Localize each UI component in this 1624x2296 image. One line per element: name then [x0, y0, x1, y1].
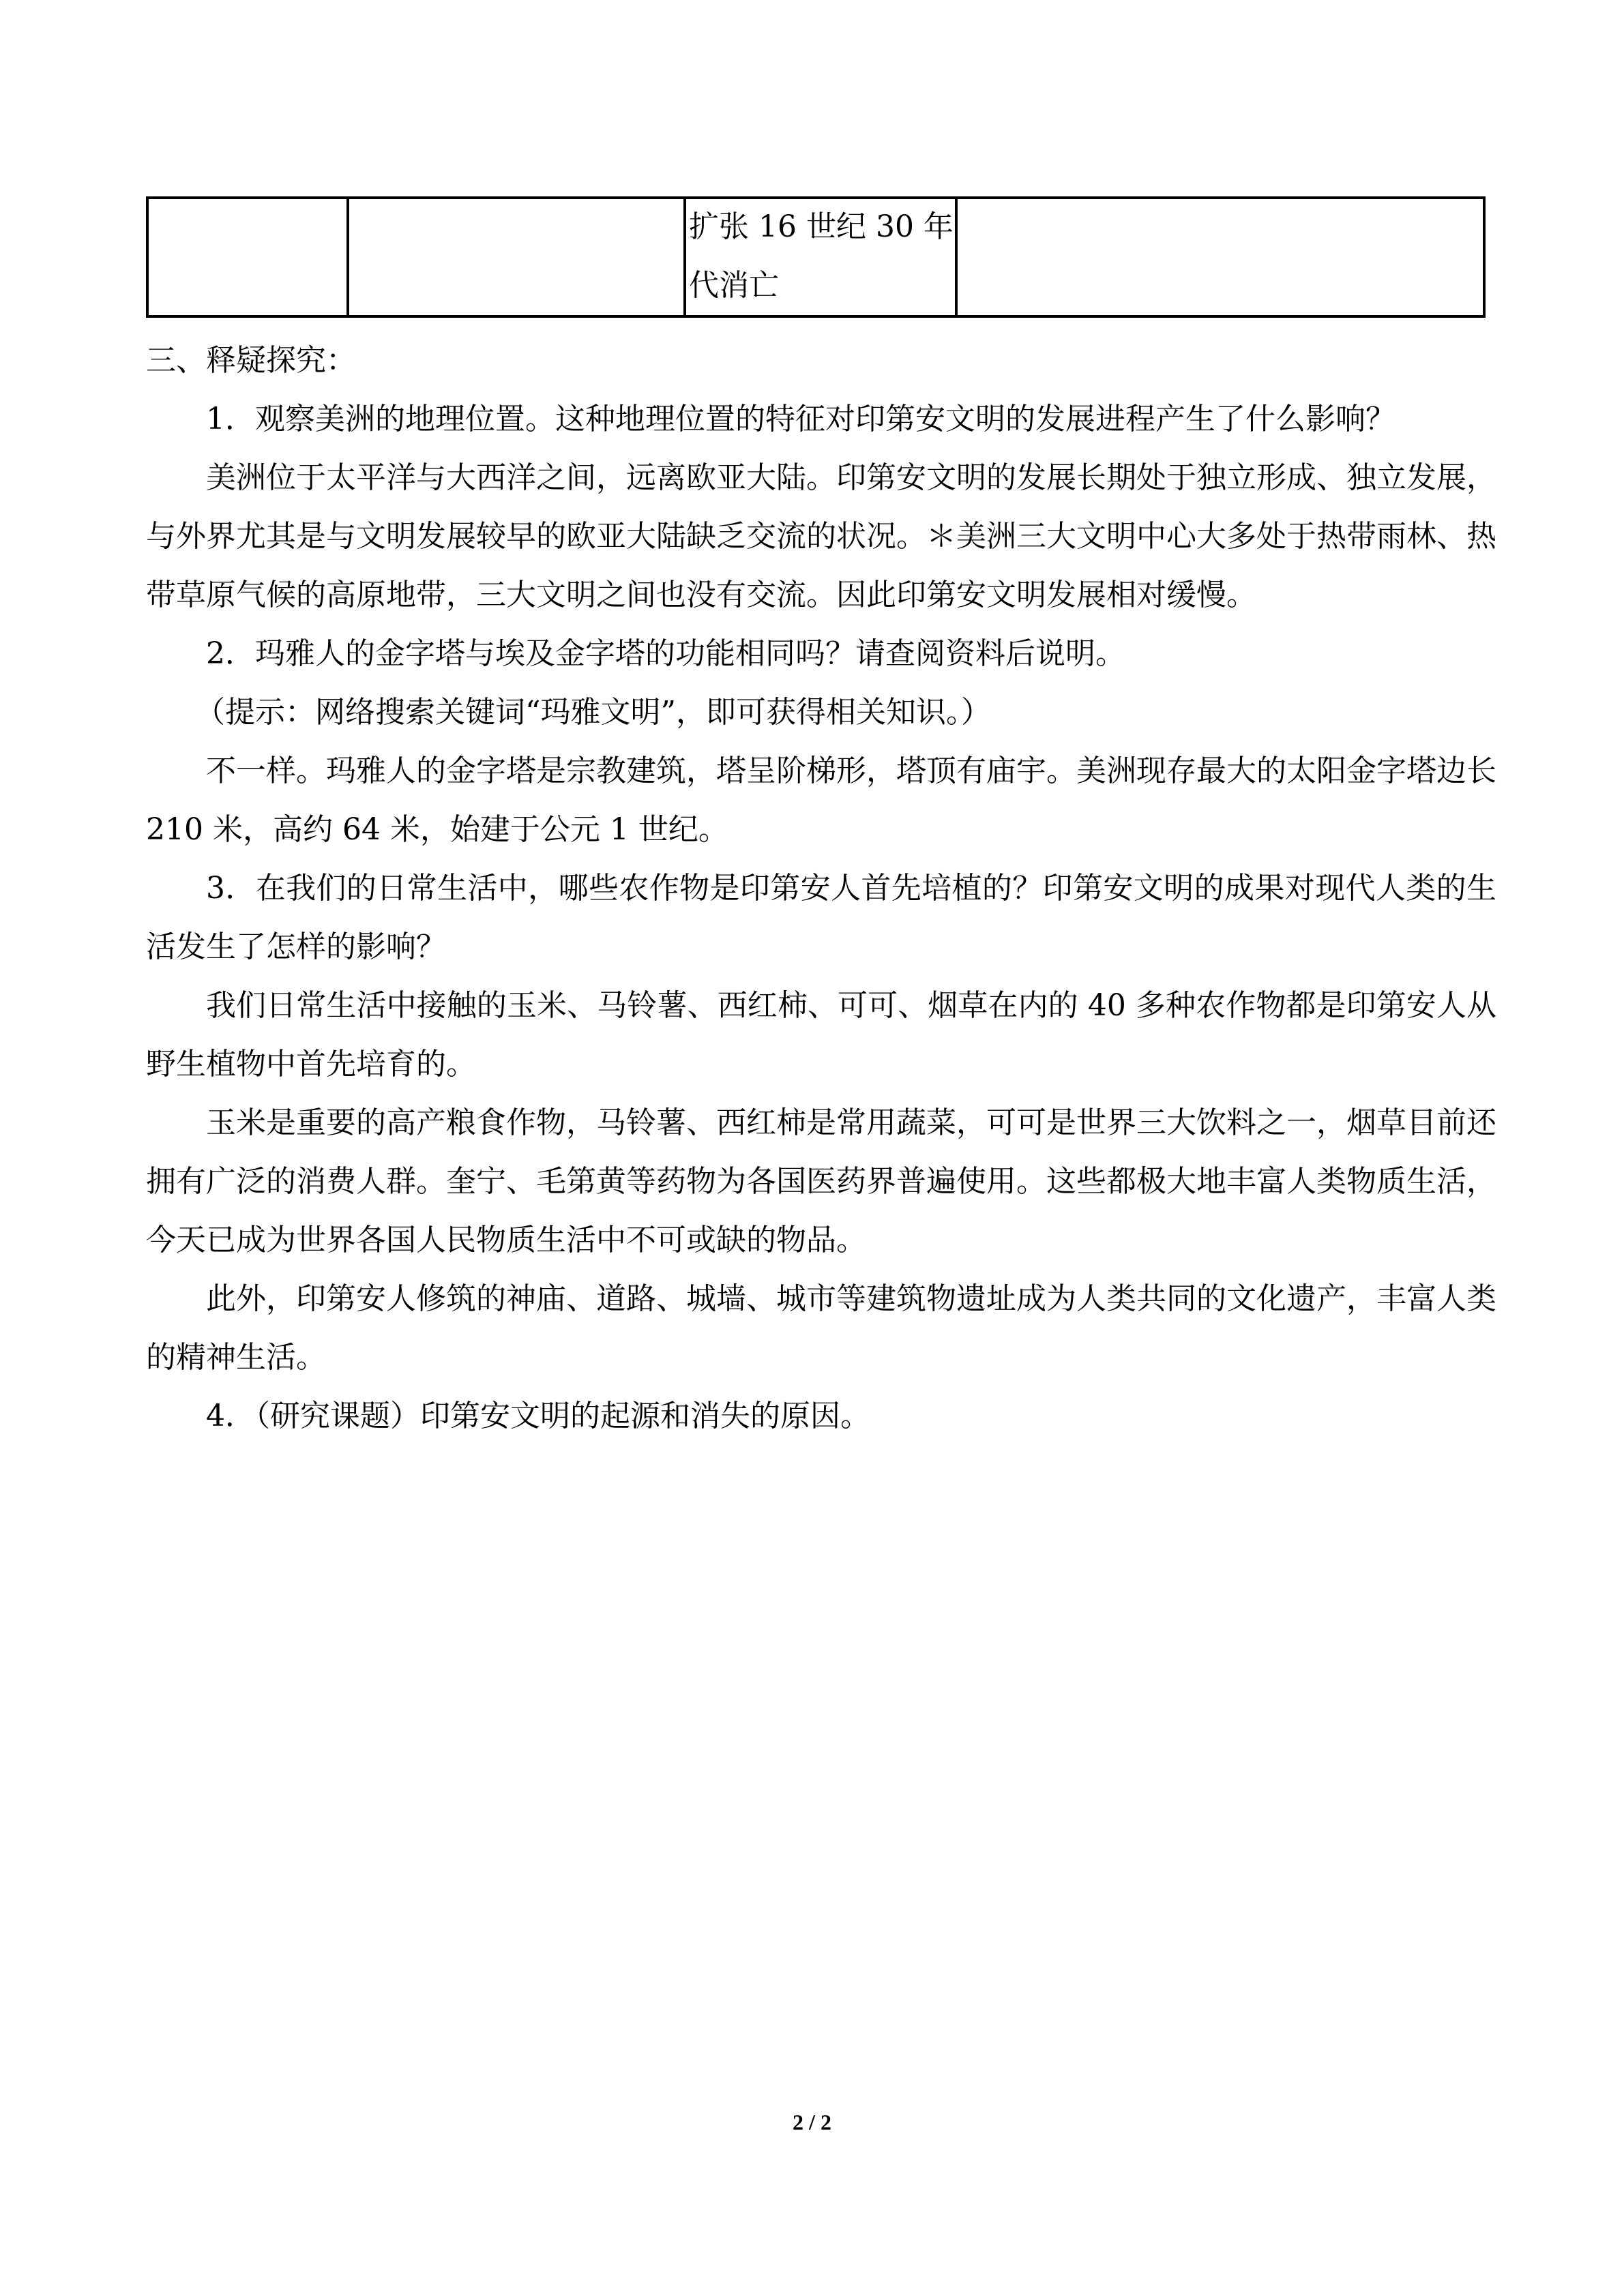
answer-2: 不一样。玛雅人的金字塔是宗教建筑，塔呈阶梯形，塔顶有庙宇。美洲现存最大的太阳金字塔边长 210 米，高约 64 米，始建于公元 1 世纪。 — [146, 754, 1496, 847]
answer-3b: 玉米是重要的高产粮食作物，马铃薯、西红柿是常用蔬菜，可可是世界三大饮料之一，烟草目前还拥有广泛的消费人群。奎宁、毛第黄等药物为各国医药界普遍使用。这些都极大地丰富人类物质生活，今天已成为世界各国人民物质生活中不可或缺的物品。 — [146, 1105, 1496, 1257]
table-fragment — [146, 196, 1483, 318]
question-1: 1．观察美洲的地理位置。这种地理位置的特征对印第安文明的发展进程产生了什么影响？ — [206, 402, 1396, 436]
table-cell — [685, 198, 956, 316]
question-4: 4．（研究课题）印第安文明的起源和消失的原因。 — [206, 1399, 870, 1433]
answer-3a: 我们日常生活中接触的玉米、马铃薯、西红柿、可可、烟草在内的 40 多种农作物都是印第安人从野生植物中首先培育的。 — [146, 988, 1496, 1082]
table-row — [147, 198, 1484, 316]
table-cell — [147, 198, 348, 316]
cell-expansion-decline: 扩张 16 世纪 30 年 代消亡 — [689, 209, 954, 303]
question-2: 2．玛雅人的金字塔与埃及金字塔的功能相同吗？请查阅资料后说明。 — [206, 636, 1125, 671]
section-heading: 三、释疑探究： — [146, 343, 356, 378]
hint-2: （提示：网络搜索关键词“玛雅文明”，即可获得相关知识。） — [195, 695, 991, 730]
answer-3c: 此外，印第安人修筑的神庙、道路、城墙、城市等建筑物遗址成为人类共同的文化遗产，丰富人类的精神生活。 — [146, 1281, 1496, 1375]
table-cell — [956, 198, 1484, 316]
history-table — [146, 196, 1486, 318]
document-body — [146, 331, 1496, 1446]
table-cell — [348, 198, 685, 316]
answer-1: 美洲位于太平洋与大西洋之间，远离欧亚大陆。印第安文明的发展长期处于独立形成、独立发展，与外界尤其是与文明发展较早的欧亚大陆缺乏交流的状况。＊美洲三大文明中心大多处于热带雨林、热带草原气候的高原地带，三大文明之间也没有交流。因此印第安文明发展相对缓慢。 — [146, 460, 1496, 612]
page-number: 2 / 2 — [793, 2110, 831, 2134]
question-3: 3．在我们的日常生活中，哪些农作物是印第安人首先培植的？印第安文明的成果对现代人类的生活发生了怎样的影响？ — [146, 871, 1496, 964]
